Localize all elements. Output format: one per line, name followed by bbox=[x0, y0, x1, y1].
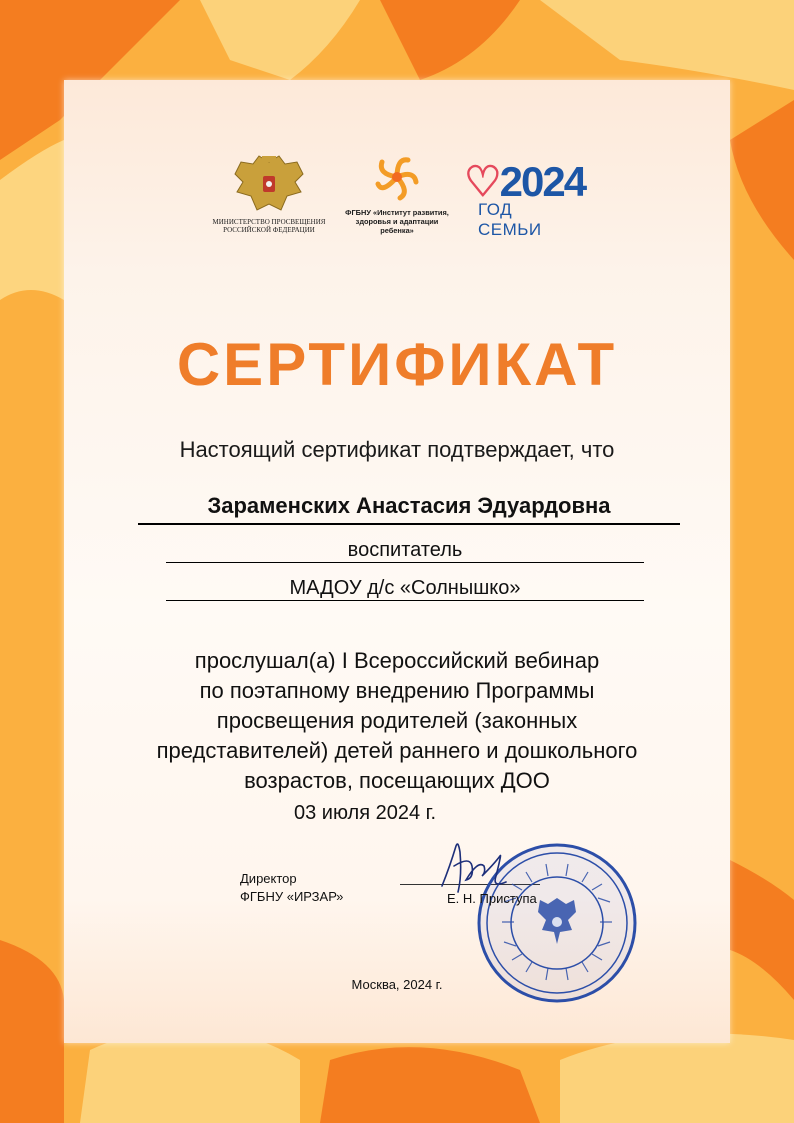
city-year: Москва, 2024 г. bbox=[351, 977, 443, 992]
director-line1: Директор bbox=[240, 871, 297, 886]
certificate-title: СЕРТИФИКАТ bbox=[176, 331, 618, 398]
institute-caption-line1: ФГБНУ «Институт развития, bbox=[345, 208, 449, 217]
sun-flower-icon bbox=[372, 152, 422, 202]
institute-caption-line3: ребенка» bbox=[380, 226, 414, 235]
director-signature bbox=[436, 836, 516, 896]
institute-caption-line2: здоровья и адаптации bbox=[355, 217, 439, 226]
certificate-card bbox=[64, 80, 730, 1043]
body-line: по поэтапному внедрению Программы bbox=[199, 678, 595, 703]
body-line: прослушал(а) I Всероссийский вебинар bbox=[194, 648, 600, 673]
year-text: 2024 bbox=[499, 158, 586, 205]
heart-icon: ♡ bbox=[464, 158, 500, 205]
ministry-caption-line2: РОССИЙСКОЙ ФЕДЕРАЦИИ bbox=[223, 226, 315, 234]
year-of-family-logo bbox=[464, 158, 586, 240]
ministry-logo bbox=[204, 152, 334, 234]
double-headed-eagle-icon bbox=[229, 152, 309, 218]
recipient-name: Зараменских Анастасия Эдуардовна bbox=[138, 493, 680, 525]
certificate-body bbox=[104, 646, 690, 796]
body-line: представителей) детей раннего и дошкольного bbox=[156, 738, 638, 763]
signer-name: Е. Н. Приступа bbox=[447, 891, 537, 906]
year-number bbox=[464, 158, 586, 205]
confirm-text: Настоящий сертификат подтверждает, что bbox=[179, 437, 615, 462]
recipient-position: воспитатель bbox=[166, 539, 644, 563]
recipient-organization: МАДОУ д/с «Солнышко» bbox=[166, 577, 644, 601]
institute-logo bbox=[332, 152, 462, 235]
body-line: просвещения родителей (законных bbox=[216, 708, 578, 733]
body-line: возрастов, посещающих ДОО bbox=[244, 768, 550, 793]
ministry-caption-line1: МИНИСТЕРСТВО ПРОСВЕЩЕНИЯ bbox=[212, 218, 326, 226]
year-subtitle: ГОД СЕМЬИ bbox=[478, 200, 542, 239]
director-line2: ФГБНУ «ИРЗАР» bbox=[240, 889, 344, 904]
certificate-date: 03 июля 2024 г. bbox=[294, 802, 437, 824]
director-title bbox=[240, 870, 343, 906]
